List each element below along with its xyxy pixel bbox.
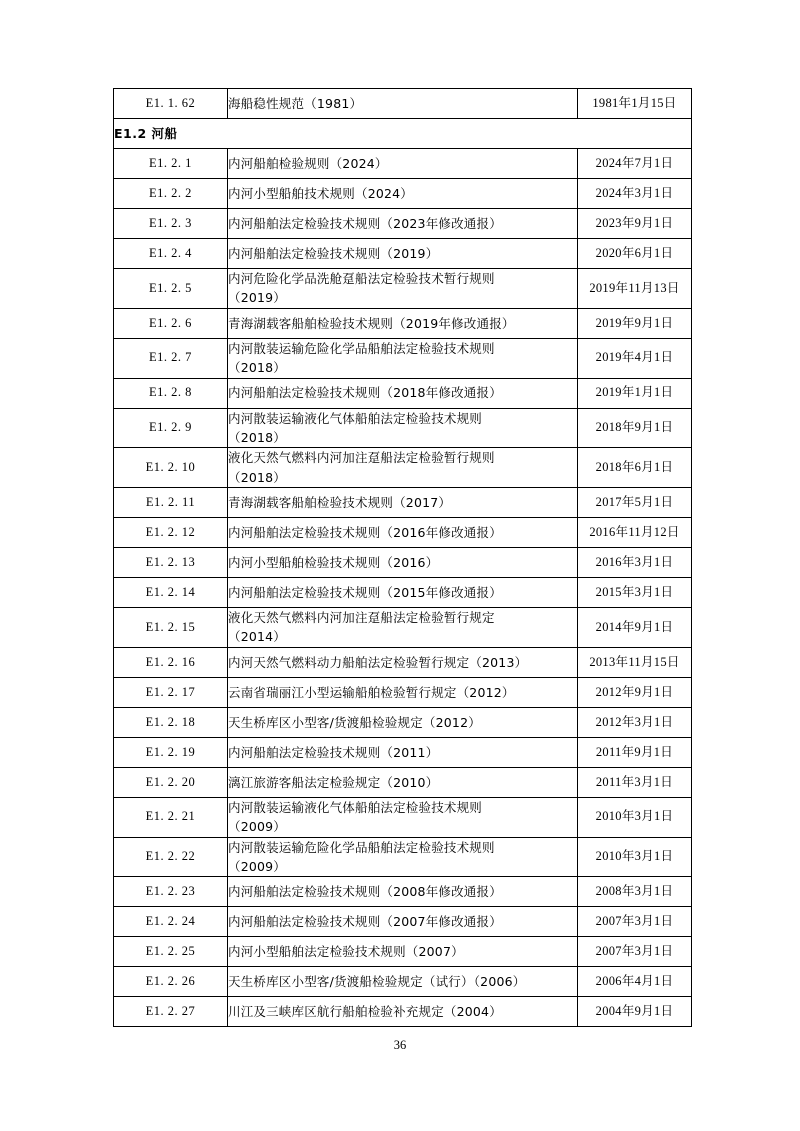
table-row	[114, 907, 692, 937]
row-name	[228, 308, 578, 338]
row-code: E1. 2. 19	[114, 737, 228, 767]
row-code: E1. 2. 3	[114, 209, 228, 239]
row-code: E1. 2. 9	[114, 408, 228, 448]
row-name-line2: （2018）	[228, 469, 287, 485]
row-date: 2020年6月1日	[578, 239, 692, 269]
row-name-line2: （2009）	[228, 858, 287, 874]
row-code: E1. 2. 27	[114, 997, 228, 1027]
row-name-line1: 内河船舶法定检验技术规则（2018年修改通报）	[228, 385, 502, 401]
row-date: 2010年3月1日	[578, 837, 692, 877]
row-name-line1: 内河船舶法定检验技术规则（2016年修改通报）	[228, 524, 502, 540]
row-code: E1. 2. 23	[114, 877, 228, 907]
row-name	[228, 338, 578, 378]
row-name	[228, 707, 578, 737]
row-name-line1: 青海湖载客船舶检验技术规则（2017）	[228, 494, 452, 510]
row-code: E1. 2. 4	[114, 239, 228, 269]
row-name-line1: 川江及三峡库区航行船舶检验补充规定（2004）	[228, 1004, 502, 1020]
row-name-line2: （2018）	[228, 360, 287, 376]
row-name-line1: 内河天然气燃料动力船舶法定检验暂行规定（2013）	[228, 654, 528, 670]
row-code: E1. 2. 26	[114, 967, 228, 997]
row-code: E1. 2. 17	[114, 677, 228, 707]
table-row	[114, 408, 692, 448]
row-name-line1: 内河船舶法定检验技术规则（2023年修改通报）	[228, 215, 502, 231]
row-date: 2004年9月1日	[578, 997, 692, 1027]
row-name	[228, 608, 578, 648]
table-row	[114, 767, 692, 797]
row-date: 2012年3月1日	[578, 707, 692, 737]
row-date: 2018年6月1日	[578, 448, 692, 488]
row-name	[228, 149, 578, 179]
table-row	[114, 797, 692, 837]
row-date: 2019年11月13日	[578, 269, 692, 309]
row-name	[228, 837, 578, 877]
page-number: 36	[393, 1038, 407, 1052]
table-row	[114, 308, 692, 338]
row-date: 2008年3月1日	[578, 877, 692, 907]
row-name	[228, 408, 578, 448]
table-row	[114, 997, 692, 1027]
row-code: E1. 2. 1	[114, 149, 228, 179]
row-name	[228, 967, 578, 997]
row-name	[228, 767, 578, 797]
row-date: 2012年9月1日	[578, 677, 692, 707]
row-name-line2: （2009）	[228, 819, 287, 835]
table-row	[114, 239, 692, 269]
row-code: E1. 2. 11	[114, 488, 228, 518]
row-name-line1: 液化天然气燃料内河加注趸船法定检验暂行规则	[228, 450, 495, 466]
row-code: E1. 2. 8	[114, 378, 228, 408]
row-name-line1: 内河散装运输液化气体船舶法定检验技术规则	[228, 410, 483, 426]
row-name	[228, 488, 578, 518]
row-code: E1. 2. 5	[114, 269, 228, 309]
row-name-line1: 内河船舶法定检验技术规则（2019）	[228, 245, 439, 261]
row-date: 2016年11月12日	[578, 518, 692, 548]
row-code: E1. 2. 22	[114, 837, 228, 877]
row-name-line2: （2014）	[228, 629, 287, 645]
row-name	[228, 89, 578, 119]
row-date: 2007年3月1日	[578, 937, 692, 967]
row-name-line1: 内河船舶法定检验技术规则（2015年修改通报）	[228, 584, 502, 600]
row-code: E1. 2. 25	[114, 937, 228, 967]
row-name	[228, 269, 578, 309]
row-name-line1: 青海湖载客船舶检验技术规则（2019年修改通报）	[228, 315, 515, 331]
row-name	[228, 907, 578, 937]
row-name-line1: 内河散装运输液化气体船舶法定检验技术规则	[228, 799, 483, 815]
row-name-line1: 内河散装运输危险化学品船舶法定检验技术规则	[228, 839, 495, 855]
row-name	[228, 677, 578, 707]
row-name	[228, 937, 578, 967]
row-code: E1. 2. 12	[114, 518, 228, 548]
table-row	[114, 179, 692, 209]
table-row	[114, 647, 692, 677]
regulations-table	[113, 88, 692, 1027]
row-date: 1981年1月15日	[578, 89, 692, 119]
row-date: 2006年4月1日	[578, 967, 692, 997]
table-row	[114, 707, 692, 737]
row-name	[228, 518, 578, 548]
row-date: 2024年7月1日	[578, 149, 692, 179]
row-date: 2019年9月1日	[578, 308, 692, 338]
row-date: 2024年3月1日	[578, 179, 692, 209]
table-row	[114, 488, 692, 518]
row-name-line1: 内河船舶法定检验技术规则（2011）	[228, 744, 439, 760]
row-date: 2011年3月1日	[578, 767, 692, 797]
row-date: 2023年9月1日	[578, 209, 692, 239]
row-code: E1. 2. 13	[114, 548, 228, 578]
row-name	[228, 877, 578, 907]
row-code: E1. 2. 14	[114, 578, 228, 608]
row-date: 2014年9月1日	[578, 608, 692, 648]
row-name-line1: 液化天然气燃料内河加注趸船法定检验暂行规定	[228, 610, 495, 625]
row-name	[228, 448, 578, 488]
row-date: 2010年3月1日	[578, 797, 692, 837]
row-name	[228, 647, 578, 677]
row-date: 2018年9月1日	[578, 408, 692, 448]
table-row	[114, 548, 692, 578]
table-row	[114, 967, 692, 997]
row-name-line1: 内河船舶法定检验技术规则（2008年修改通报）	[228, 884, 502, 900]
row-code: E1. 2. 7	[114, 338, 228, 378]
row-date: 2013年11月15日	[578, 647, 692, 677]
row-name-line1: 内河散装运输危险化学品船舶法定检验技术规则	[228, 340, 495, 356]
row-name-line1: 天生桥库区小型客/货渡船检验规定（试行）（2006）	[228, 974, 526, 990]
row-code: E1. 2. 24	[114, 907, 228, 937]
row-code: E1. 2. 20	[114, 767, 228, 797]
row-name-line1: 内河船舶法定检验技术规则（2007年修改通报）	[228, 914, 502, 930]
table-row	[114, 677, 692, 707]
row-date: 2019年1月1日	[578, 378, 692, 408]
row-name	[228, 179, 578, 209]
table-row	[114, 269, 692, 309]
table-section-row	[114, 119, 692, 149]
table-row	[114, 608, 692, 648]
table-row	[114, 837, 692, 877]
row-name-line1: 内河小型船舶检验技术规则（2016）	[228, 554, 439, 570]
table-row	[114, 378, 692, 408]
row-date: 2019年4月1日	[578, 338, 692, 378]
row-date: 2011年9月1日	[578, 737, 692, 767]
row-name-line2: （2018）	[228, 429, 287, 445]
table-row	[114, 737, 692, 767]
row-name	[228, 997, 578, 1027]
row-code: E1. 1. 62	[114, 89, 228, 119]
row-name	[228, 209, 578, 239]
row-code: E1. 2. 21	[114, 797, 228, 837]
table-row	[114, 338, 692, 378]
row-name-line1: 云南省瑞丽江小型运输船舶检验暂行规定（2012）	[228, 684, 515, 700]
table-body	[114, 89, 692, 1027]
row-name-line1: 漓江旅游客船法定检验规定（2010）	[228, 774, 439, 790]
table-row	[114, 149, 692, 179]
row-name-line1: 内河小型船舶技术规则（2024）	[228, 185, 414, 201]
row-code: E1. 2. 2	[114, 179, 228, 209]
table-row	[114, 518, 692, 548]
table-row	[114, 937, 692, 967]
page-content	[113, 88, 688, 1027]
row-date: 2007年3月1日	[578, 907, 692, 937]
section-title: E1.2 河船	[114, 119, 692, 149]
table-row	[114, 209, 692, 239]
row-code: E1. 2. 16	[114, 647, 228, 677]
row-name-line1: 海船稳性规范（1981）	[228, 95, 363, 111]
row-date: 2016年3月1日	[578, 548, 692, 578]
row-name-line1: 内河船舶检验规则（2024）	[228, 155, 388, 171]
table-row	[114, 89, 692, 119]
row-code: E1. 2. 6	[114, 308, 228, 338]
row-name	[228, 239, 578, 269]
row-code: E1. 2. 18	[114, 707, 228, 737]
table-row	[114, 877, 692, 907]
row-name	[228, 578, 578, 608]
table-row	[114, 578, 692, 608]
row-date: 2015年3月1日	[578, 578, 692, 608]
row-name	[228, 737, 578, 767]
row-name	[228, 548, 578, 578]
row-name-line1: 内河小型船舶法定检验技术规则（2007）	[228, 944, 464, 960]
table-row	[114, 448, 692, 488]
row-name-line1: 天生桥库区小型客/货渡船检验规定（2012）	[228, 714, 481, 730]
row-code: E1. 2. 15	[114, 608, 228, 648]
row-date: 2017年5月1日	[578, 488, 692, 518]
row-name	[228, 378, 578, 408]
row-code: E1. 2. 10	[114, 448, 228, 488]
row-name-line2: （2019）	[228, 290, 287, 306]
row-name	[228, 797, 578, 837]
row-name-line1: 内河危险化学品洗舱趸船法定检验技术暂行规则	[228, 271, 495, 286]
